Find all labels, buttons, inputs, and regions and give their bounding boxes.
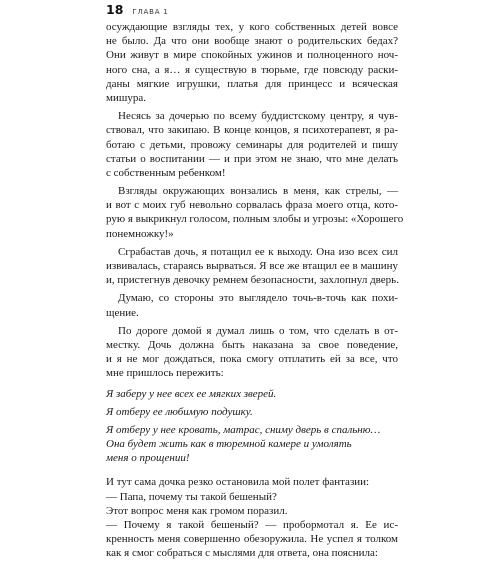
text-line: Сграбастав дочь, я потащил ее к выходу. Она изо всех сил	[118, 245, 398, 258]
text-line: И тут сама дочка резко остановила мой полет фантазии:	[106, 476, 370, 489]
italic-quote	[106, 387, 398, 401]
text-line: и, пристегнув девочку ремнем безопасности, захлопнул дверь.	[106, 274, 399, 287]
page-number: 18	[106, 2, 124, 17]
text-line: и вот с моих губ невольно сорвалась фраза моего отца, кото-	[106, 199, 398, 212]
text-line: Этот вопрос меня как громом поразил.	[106, 504, 288, 517]
text-line: Думаю, со стороны это выглядело точь-в-точь как похи-	[118, 292, 398, 305]
text-line: понемножку!»	[106, 227, 174, 240]
paragraph	[106, 109, 398, 180]
text-line: рую я выкрикнул голосом, полным злобы и угрозы: «Хорошего	[106, 213, 404, 226]
italic-line: Я заберу у нее всех ее мягких зверей.	[106, 387, 277, 400]
text-line: не было. Да что они вообще знают о родительских бедах?	[106, 35, 398, 48]
paragraph	[106, 245, 398, 288]
italic-line: Я отберу ее любимую подушку.	[106, 405, 253, 418]
italic-line: меня о прощении!	[106, 452, 190, 465]
text-line: с собственным ребенком!	[106, 166, 226, 179]
paragraph	[106, 324, 398, 381]
text-line: Несясь за дочерью по всему буддистскому центру, я чув-	[118, 110, 398, 123]
text-line: как я смог собраться с мыслями для ответа, она пояснила:	[106, 547, 378, 560]
text-line: Взгляды окружающих вонзались в меня, как стрелы, —	[118, 185, 398, 198]
text-line: и я не мог дождаться, пока смогу отплатить ей за все, что	[106, 353, 398, 366]
text-line: ботаю с детьми, провожу семинары для родителей и пишу	[106, 138, 398, 151]
italic-line: Она будет жить как в тюремной камере и умолять	[106, 438, 352, 451]
text-line: ствовал, что закипаю. В конце концов, я психотерапевт, я ра-	[106, 124, 398, 137]
paragraph	[106, 184, 404, 241]
text-line: осуждающие взгляды тех, у кого собственных детей вовсе	[106, 21, 398, 33]
text-line: По дороге домой я думал лишь о том, что сделать в от-	[118, 324, 398, 337]
chapter-label: ГЛАВА 1	[132, 8, 169, 16]
paragraph	[106, 475, 398, 560]
text-line: мишура.	[106, 91, 146, 104]
text-line: мне пришлось пережить:	[106, 367, 224, 380]
text-line: местку. Дочь должна быть наказана за свое поведение,	[106, 338, 398, 351]
italic-line: Я отберу у нее кровать, матрас, сниму дверь в спальню…	[106, 423, 381, 436]
text-line: щение.	[106, 306, 139, 319]
text-line: Они живут в мире спокойных ужинов и полноценного ноч-	[106, 49, 398, 62]
text-line: извивалась, стараясь вырваться. Я все же втащил ее в машину	[106, 260, 398, 272]
page-body	[106, 20, 404, 561]
text-line: ного сна, а я… я существую в тюрьме, где повсюду раски-	[106, 63, 398, 76]
italic-quote	[106, 405, 398, 419]
italic-quote	[106, 423, 398, 466]
paragraph	[106, 20, 398, 105]
text-line: статьи о воспитании — и при этом не знаю, что мне делать	[106, 152, 398, 165]
text-line: кренность меня совершенно обезоружила. Не успел я толком	[106, 533, 398, 546]
paragraph	[106, 291, 398, 319]
dialogue-line: — Почему я такой бешеный? — пробормотал я. Ее ис-	[106, 519, 398, 531]
page-header	[106, 2, 169, 18]
text-line: даны мягкие игрушки, платья для принцесс и всяческая	[106, 77, 398, 90]
dialogue-line: — Папа, почему ты такой бешеный?	[106, 490, 277, 503]
